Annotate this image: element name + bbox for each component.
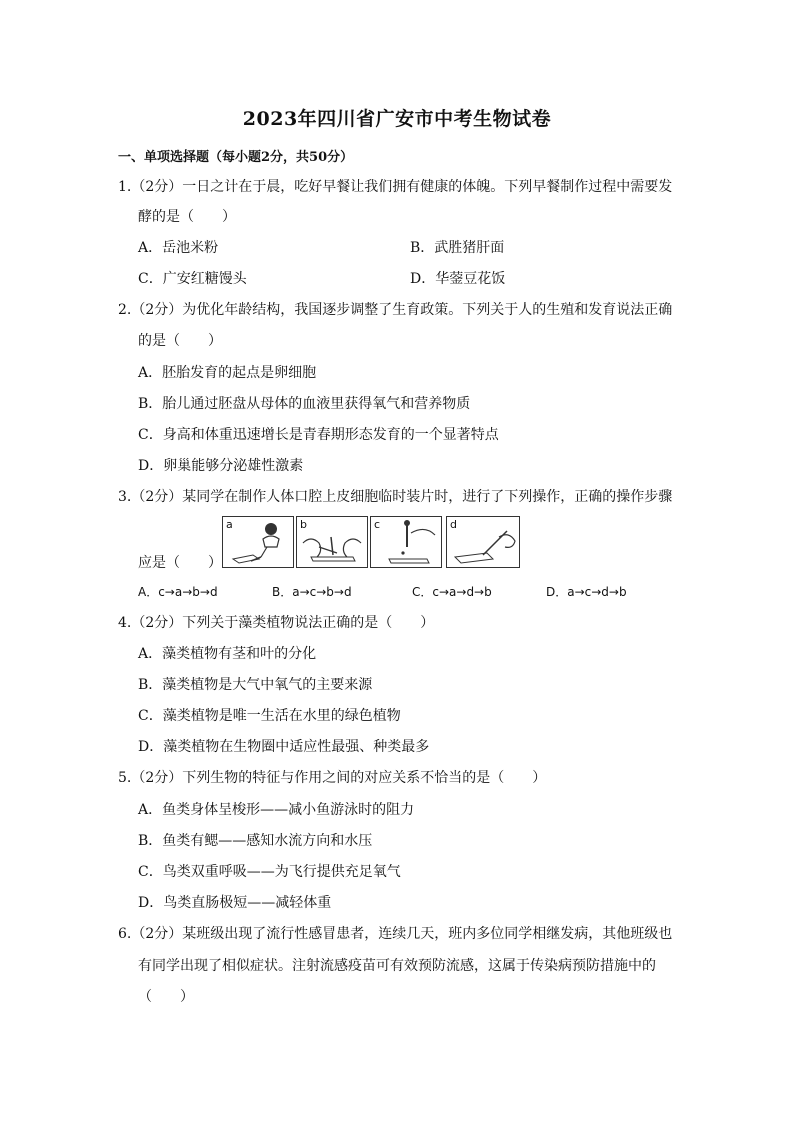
q3-figure-d-label: d: [450, 518, 457, 531]
q1-option-c: C．广安红糖馒头: [138, 271, 247, 287]
q3-figure-d: [446, 516, 520, 568]
q3-figure-a-label: a: [226, 518, 233, 531]
page-title: 2023年四川省广安市中考生物试卷: [242, 108, 552, 130]
q5-stem-line1: 5.（2分）下列生物的特征与作用之间的对应关系不恰当的是（ ）: [118, 770, 547, 786]
q3-stem-line2: 应是（ ）: [138, 555, 222, 571]
q3-option-a: A．c→a→b→d: [138, 585, 218, 599]
q4-option-d: D．藻类植物在生物圈中适应性最强、种类最多: [138, 739, 430, 755]
q2-stem-line1: 2.（2分）为优化年龄结构，我国逐步调整了生育政策。下列关于人的生殖和发育说法正确: [118, 302, 673, 318]
section-heading: 一、单项选择题（每小题2分，共50分）: [118, 150, 354, 165]
q3-figure-d-drawing: [447, 517, 519, 567]
q3-figure-c-drawing: [371, 517, 441, 567]
q4-option-b: B．藻类植物是大气中氧气的主要来源: [138, 677, 373, 693]
q3-figure-c: [370, 516, 442, 568]
q3-figure-b-label: b: [300, 518, 307, 531]
q2-option-b: B．胎儿通过胚盘从母体的血液里获得氧气和营养物质: [138, 396, 471, 412]
q3-figure-a-drawing: [223, 517, 293, 567]
q5-option-a: A．鱼类身体呈梭形——减小鱼游泳时的阻力: [138, 802, 415, 818]
q4-option-a: A．藻类植物有茎和叶的分化: [138, 646, 317, 662]
q6-stem-line1: 6.（2分）某班级出现了流行性感冒患者，连续几天，班内多位同学相继发病，其他班级也: [118, 926, 673, 942]
q6-stem-line3: （ ）: [138, 989, 194, 1005]
q1-option-a: A．岳池米粉: [138, 240, 219, 256]
q5-option-c: C．鸟类双重呼吸——为飞行提供充足氧气: [138, 864, 401, 880]
q1-stem-line2: 酵的是（ ）: [138, 209, 236, 225]
q4-option-c: C．藻类植物是唯一生活在水里的绿色植物: [138, 708, 401, 724]
q2-option-a: A．胚胎发育的起点是卵细胞: [138, 365, 317, 381]
q3-figure-b: [296, 516, 368, 568]
q3-figure-c-label: c: [374, 518, 381, 531]
q2-option-c: C．身高和体重迅速增长是青春期形态发育的一个显著特点: [138, 427, 499, 443]
q1-stem-line1: 1.（2分）一日之计在于晨，吃好早餐让我们拥有健康的体魄。下列早餐制作过程中需要发: [118, 179, 673, 195]
q3-option-c: C．c→a→d→b: [412, 585, 492, 599]
q2-option-d: D．卵巢能够分泌雄性激素: [138, 458, 304, 474]
q1-option-d: D．华蓥豆花饭: [410, 271, 506, 287]
q3-figure-b-drawing: [297, 517, 367, 567]
q3-figure-a: [222, 516, 294, 568]
q5-option-b: B．鱼类有鳃——感知水流方向和水压: [138, 833, 373, 849]
q2-stem-line2: 的是（ ）: [138, 333, 222, 349]
q3-option-b: B．a→c→b→d: [272, 585, 352, 599]
q3-stem-line1: 3.（2分）某同学在制作人体口腔上皮细胞临时装片时，进行了下列操作，正确的操作步骤: [118, 489, 673, 505]
q3-option-d: D．a→c→d→b: [546, 585, 627, 599]
q6-stem-line2: 有同学出现了相似症状。注射流感疫苗可有效预防流感，这属于传染病预防措施中的: [138, 958, 656, 974]
q4-stem-line1: 4.（2分）下列关于藻类植物说法正确的是（ ）: [118, 615, 435, 631]
q1-option-b: B．武胜猪肝面: [410, 240, 505, 256]
q5-option-d: D．鸟类直肠极短——减轻体重: [138, 895, 332, 911]
